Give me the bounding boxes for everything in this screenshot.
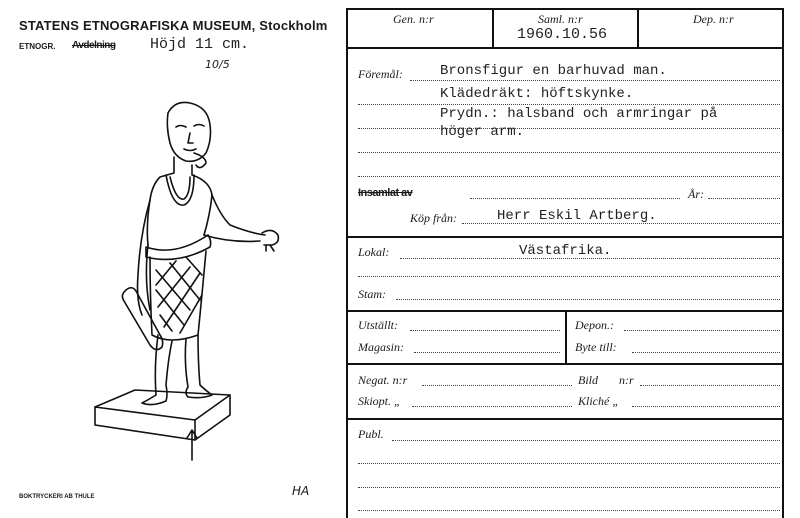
lokal-label: Lokal: — [358, 245, 390, 259]
dotted-line — [410, 330, 560, 331]
publ-label: Publ. — [358, 427, 384, 441]
dotted-line — [358, 128, 780, 129]
dotted-line — [358, 104, 780, 105]
dotted-line — [640, 385, 780, 386]
header-divider-2 — [637, 8, 639, 48]
initials-note: HA — [292, 484, 310, 498]
dotted-line — [392, 440, 780, 441]
dotted-line — [410, 80, 780, 81]
card-right-border — [782, 8, 784, 518]
etnogr-label: ETNOGR. — [19, 42, 56, 51]
foremal-line-2: Klädedräkt: höftskynke. — [440, 86, 634, 102]
height-text: Höjd 11 cm. — [150, 36, 250, 53]
dep-nr-label: Dep. n:r — [693, 12, 734, 26]
card-top-border — [346, 8, 784, 10]
dotted-line — [358, 176, 780, 177]
bronze-figure-drawing — [80, 95, 290, 465]
dotted-line — [422, 385, 572, 386]
dotted-line — [358, 487, 780, 488]
etnogr-struck-text: Avdelning — [72, 40, 116, 51]
dotted-line — [358, 276, 780, 277]
saml-nr-label: Saml. n:r — [538, 12, 583, 26]
gen-nr-label: Gen. n:r — [393, 12, 434, 26]
stam-label: Stam: — [358, 287, 386, 301]
foremal-label: Föremål: — [358, 67, 403, 81]
negat-nr-label: Negat. n:r — [358, 373, 408, 387]
foremal-line-3: Prydn.: halsband och armringar på — [440, 106, 718, 122]
museum-title: STATENS ETNOGRAFISKA MUSEUM, Stockholm — [19, 18, 328, 33]
dotted-line — [632, 406, 780, 407]
header-divider-1 — [492, 8, 494, 48]
dotted-line — [624, 330, 780, 331]
dotted-line — [470, 198, 680, 199]
dotted-line — [358, 463, 780, 464]
utstallt-label: Utställt: — [358, 318, 399, 332]
rule-publ — [346, 418, 784, 420]
bild-label: Bild — [578, 373, 598, 387]
ar-label: År: — [688, 187, 704, 201]
card-left-border — [346, 8, 348, 518]
rule-lokal — [346, 236, 784, 238]
lokal-value: Västafrika. — [519, 243, 612, 259]
dotted-line — [358, 510, 780, 511]
dotted-line — [396, 299, 780, 300]
handwritten-note: 10/5 — [205, 58, 230, 71]
header-bottom-rule — [346, 47, 784, 49]
dotted-line — [708, 198, 780, 199]
struck-insamlat-label: Insamlat av — [358, 187, 413, 199]
byte-till-label: Byte till: — [575, 340, 617, 354]
status-divider — [565, 311, 567, 363]
magasin-label: Magasin: — [358, 340, 404, 354]
depon-label: Depon.: — [575, 318, 614, 332]
foremal-line-4: höger arm. — [440, 124, 525, 140]
skiopt-label: Skiopt. „ — [358, 394, 401, 408]
bild-nr-label: n:r — [619, 373, 634, 387]
dotted-line — [358, 152, 780, 153]
rule-photo — [346, 363, 784, 365]
kop-fran-label: Köp från: — [410, 211, 458, 225]
printer-imprint: BOKTRYCKERI AB THULE — [19, 494, 95, 500]
saml-nr-value: 1960.10.56 — [517, 26, 608, 43]
dotted-line — [414, 352, 560, 353]
dotted-line — [632, 352, 780, 353]
dotted-line — [412, 406, 572, 407]
kop-fran-value: Herr Eskil Artberg. — [497, 208, 657, 224]
cliche-label: Kliché „ — [578, 394, 619, 408]
foremal-line-1: Bronsfigur en barhuvad man. — [440, 63, 667, 79]
